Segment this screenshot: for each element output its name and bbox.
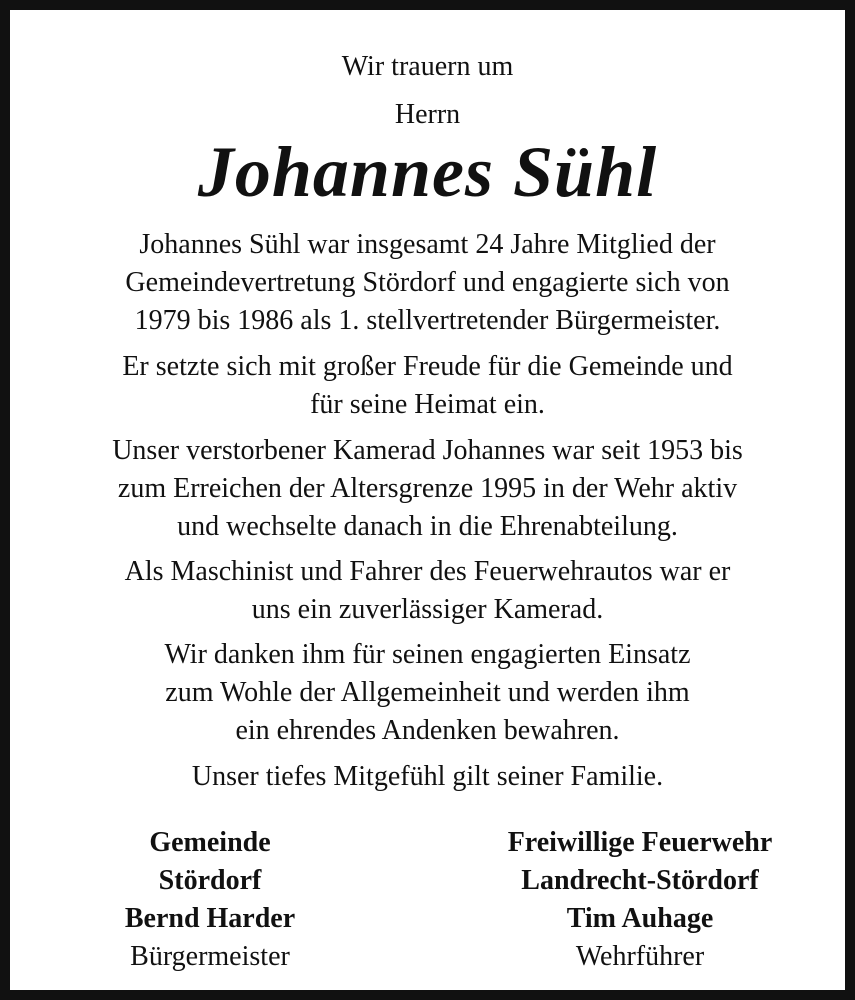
deceased-name: Johannes Sühl	[197, 132, 658, 212]
paragraph-line: ein ehrendes Andenken bewahren.	[235, 715, 620, 746]
paragraph-line: Johannes Sühl war insgesamt 24 Jahre Mitglied der	[139, 229, 716, 260]
salutation: Herrn	[394, 99, 461, 130]
signature-org-line1: Gemeinde	[149, 827, 271, 858]
paragraph-line: zum Erreichen der Altersgrenze 1995 in der Wehr aktiv	[117, 473, 738, 504]
signature-role: Bürgermeister	[130, 941, 290, 972]
paragraph-line: uns ein zuverlässiger Kamerad.	[251, 594, 604, 625]
signature-org-line1: Freiwillige Feuerwehr	[507, 827, 773, 858]
paragraph-line: Gemeindevertretung Stördorf und engagierte sich von	[125, 267, 730, 298]
signature-fire-brigade	[450, 824, 830, 976]
paragraph-line: Wir danken ihm für seinen engagierten Einsatz	[164, 639, 691, 670]
paragraph-line: 1979 bis 1986 als 1. stellvertretender Bürgermeister.	[134, 305, 721, 336]
signature-org-line2: Landrecht-Stördorf	[521, 865, 759, 896]
paragraph-line: Als Maschinist und Fahrer des Feuerwehrautos war er	[124, 556, 731, 587]
paragraph-line: Unser verstorbener Kamerad Johannes war seit 1953 bis	[112, 435, 743, 466]
intro-text: Wir trauern um	[341, 51, 514, 82]
signature-municipality	[50, 824, 370, 976]
paragraph-line: für seine Heimat ein.	[310, 389, 545, 420]
paragraph-line: zum Wohle der Allgemeinheit und werden ihm	[165, 677, 690, 708]
paragraph-line: und wechselte danach in die Ehrenabteilung.	[177, 511, 678, 542]
signature-role: Wehrführer	[575, 941, 705, 972]
signature-person: Tim Auhage	[566, 903, 714, 934]
paragraph-line: Unser tiefes Mitgefühl gilt seiner Familie.	[191, 761, 664, 792]
signature-person: Bernd Harder	[124, 903, 296, 934]
signature-org-line2: Stördorf	[158, 865, 262, 896]
paragraph-line: Er setzte sich mit großer Freude für die Gemeinde und	[122, 351, 733, 382]
